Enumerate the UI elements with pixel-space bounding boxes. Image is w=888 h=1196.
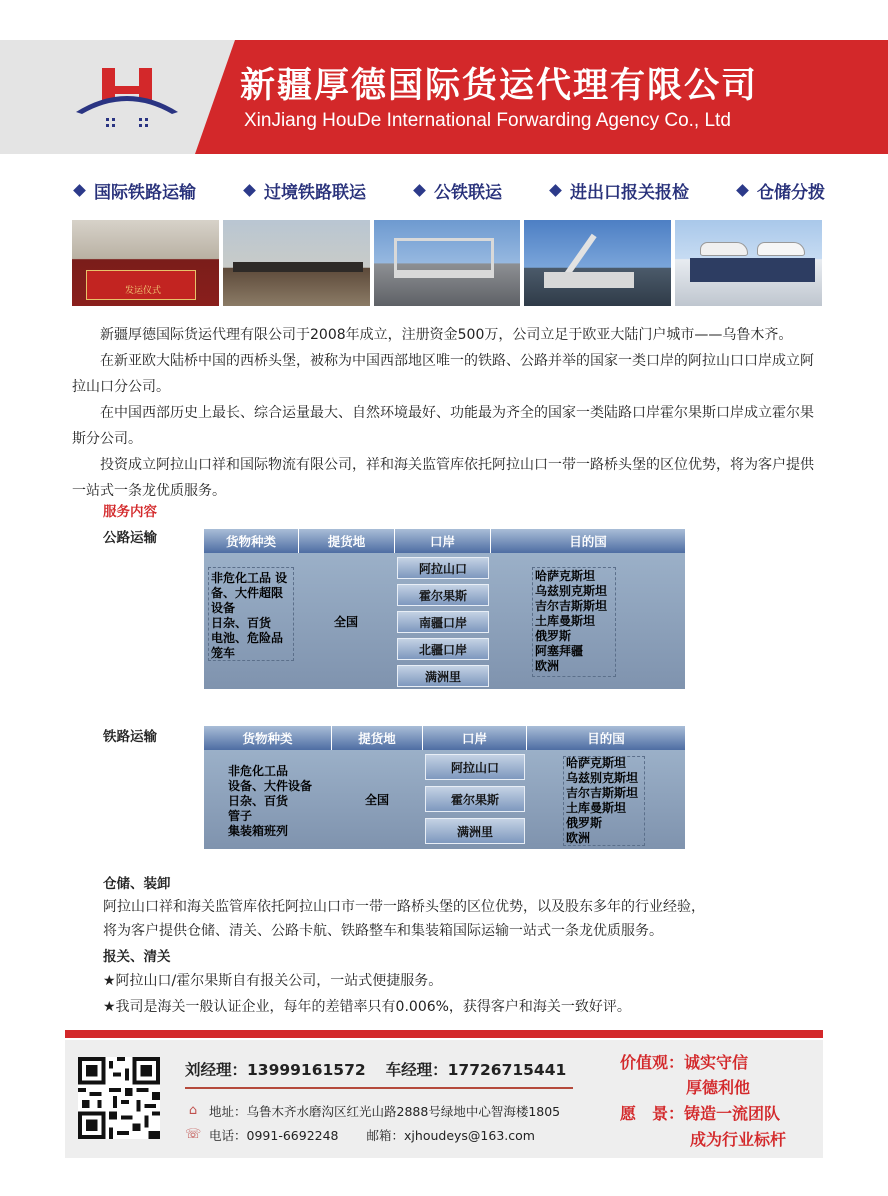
port-cell: 霍尔果斯: [397, 584, 489, 606]
diamond-bullet-icon: [413, 184, 426, 197]
values-line: 价值观：诚实守信: [620, 1053, 749, 1072]
contact-underline: [185, 1087, 573, 1089]
photo-ceremony: [72, 220, 219, 306]
intro-text: [72, 322, 824, 504]
pickup-value: 全国: [334, 615, 359, 629]
company-name-en: XinJiang HouDe International Forwarding Agency Co., Ltd: [244, 110, 731, 131]
service-item: 国际铁路运输: [75, 178, 196, 203]
phone-icon: ☏: [185, 1127, 202, 1142]
cargo-list: 非危化工品 设备、大件设备 日杂、百货 管子 集装箱班列: [228, 764, 313, 838]
vision-line-2: 成为行业标杆: [690, 1130, 787, 1149]
header-destination: 目的国: [491, 529, 685, 553]
rail-table: [204, 726, 685, 849]
intro-paragraph: 投资成立阿拉山口祥和国际物流有限公司，祥和海关监管库依托阿拉山口一带一路桥头堡的区位优势，将为客户提供一站式一条龙优质服务。: [72, 457, 814, 499]
contact-manager-che: 车经理：17726715441: [385, 1061, 567, 1079]
port-cell: 霍尔果斯: [425, 786, 525, 812]
cargo-list: 非危化工品 设 备、大件超限 设备 日杂、百货 电池、危险品 笼车: [211, 571, 288, 660]
rail-label: 铁路运输: [103, 729, 157, 745]
photo-crane: [524, 220, 671, 306]
port-cell: 阿拉山口: [425, 754, 525, 780]
diamond-bullet-icon: [736, 184, 749, 197]
service-item: 过境铁路联运: [245, 178, 366, 203]
customs-line: ★我司是海关一般认证企业，每年的差错率只有0.006%，获得客户和海关一致好评。: [103, 999, 631, 1015]
header-destination: 目的国: [527, 726, 685, 750]
qr-code-icon: [78, 1057, 160, 1139]
intro-paragraph: 在新亚欧大陆桥中国的西桥头堡，被称为中国西部地区唯一的铁路、公路并举的国家一类口岸的阿拉山口口岸成立阿拉山口分公司。: [72, 353, 814, 395]
destination-list: 哈萨克斯坦 乌兹别克斯坦 吉尔吉斯斯坦 土库曼斯坦 俄罗斯 阿塞拜疆 欧洲: [535, 569, 608, 673]
service-item: 公铁联运: [415, 178, 502, 203]
road-table: [204, 529, 685, 689]
port-cell: 阿拉山口: [397, 557, 489, 579]
port-cell: 北疆口岸: [397, 638, 489, 660]
intro-paragraph: 在中国西部历史上最长、综合运量最大、自然环境最好、功能最为齐全的国家一类陆路口岸霍尔果斯口岸成立霍尔果斯分公司。: [72, 405, 814, 447]
header-port: 口岸: [395, 529, 491, 553]
service-item: 仓储分拨: [738, 178, 825, 203]
service-heading: 服务内容: [103, 504, 157, 520]
service-item: 进出口报关报检: [551, 178, 689, 203]
diamond-bullet-icon: [243, 184, 256, 197]
header-pickup: 提货地: [299, 529, 395, 553]
road-label: 公路运输: [103, 530, 157, 546]
header-port: 口岸: [423, 726, 527, 750]
header-cargo: 货物种类: [204, 529, 299, 553]
photo-car-transport: [675, 220, 822, 306]
customs-heading: 报关、清关: [103, 949, 171, 965]
photo-strip: [72, 220, 822, 306]
contact-line: [185, 1058, 566, 1080]
home-icon: ⌂: [188, 1103, 198, 1118]
values-line-2: 厚德利他: [686, 1078, 751, 1097]
port-cell: 南疆口岸: [397, 611, 489, 633]
company-logo: [72, 62, 182, 137]
photo-train: [223, 220, 370, 306]
pickup-value: 全国: [365, 793, 390, 807]
warehouse-line: 阿拉山口祥和海关监管库依托阿拉山口市一带一路桥头堡的区位优势，以及股东多年的行业经验，: [103, 899, 705, 915]
destination-list: 哈萨克斯坦 乌兹别克斯坦 吉尔吉斯斯坦 土库曼斯坦 俄罗斯 欧洲: [566, 756, 639, 845]
intro-paragraph: 新疆厚德国际货运代理有限公司于2008年成立，注册资金500万，公司立足于欧亚大陆门户城市——乌鲁木齐。: [100, 327, 793, 343]
footer-divider: [65, 1030, 823, 1038]
company-name-cn: 新疆厚德国际货运代理有限公司: [240, 66, 759, 106]
ceremony-banner: 发运仪式: [86, 270, 196, 300]
warehouse-line: 将为客户提供仓储、清关、公路卡航、铁路整车和集装箱国际运输一站式一条龙优质服务。: [103, 923, 663, 939]
warehouse-heading: 仓储、装卸: [103, 876, 171, 892]
photo-loading-rig: [374, 220, 521, 306]
diamond-bullet-icon: [73, 184, 86, 197]
vision-line: 愿 景：铸造一流团队: [620, 1104, 781, 1123]
services-bar: [75, 178, 825, 203]
header-cargo: 货物种类: [204, 726, 332, 750]
header-pickup: 提货地: [332, 726, 423, 750]
customs-line: ★阿拉山口/霍尔果斯自有报关公司，一站式便捷服务。: [103, 973, 443, 989]
port-cell: 满洲里: [397, 665, 489, 687]
contact-manager-liu: 刘经理：13999161572: [185, 1061, 366, 1079]
address-line: ⌂ 地址： 乌鲁木齐水磨沟区红光山路2888号绿地中心智海楼1805: [185, 1102, 560, 1120]
diamond-bullet-icon: [549, 184, 562, 197]
phone-email-line: ☏ 电话： 0991-6692248 邮箱： xjhoudeys@163.com: [185, 1127, 535, 1143]
port-cell: 满洲里: [425, 818, 525, 844]
